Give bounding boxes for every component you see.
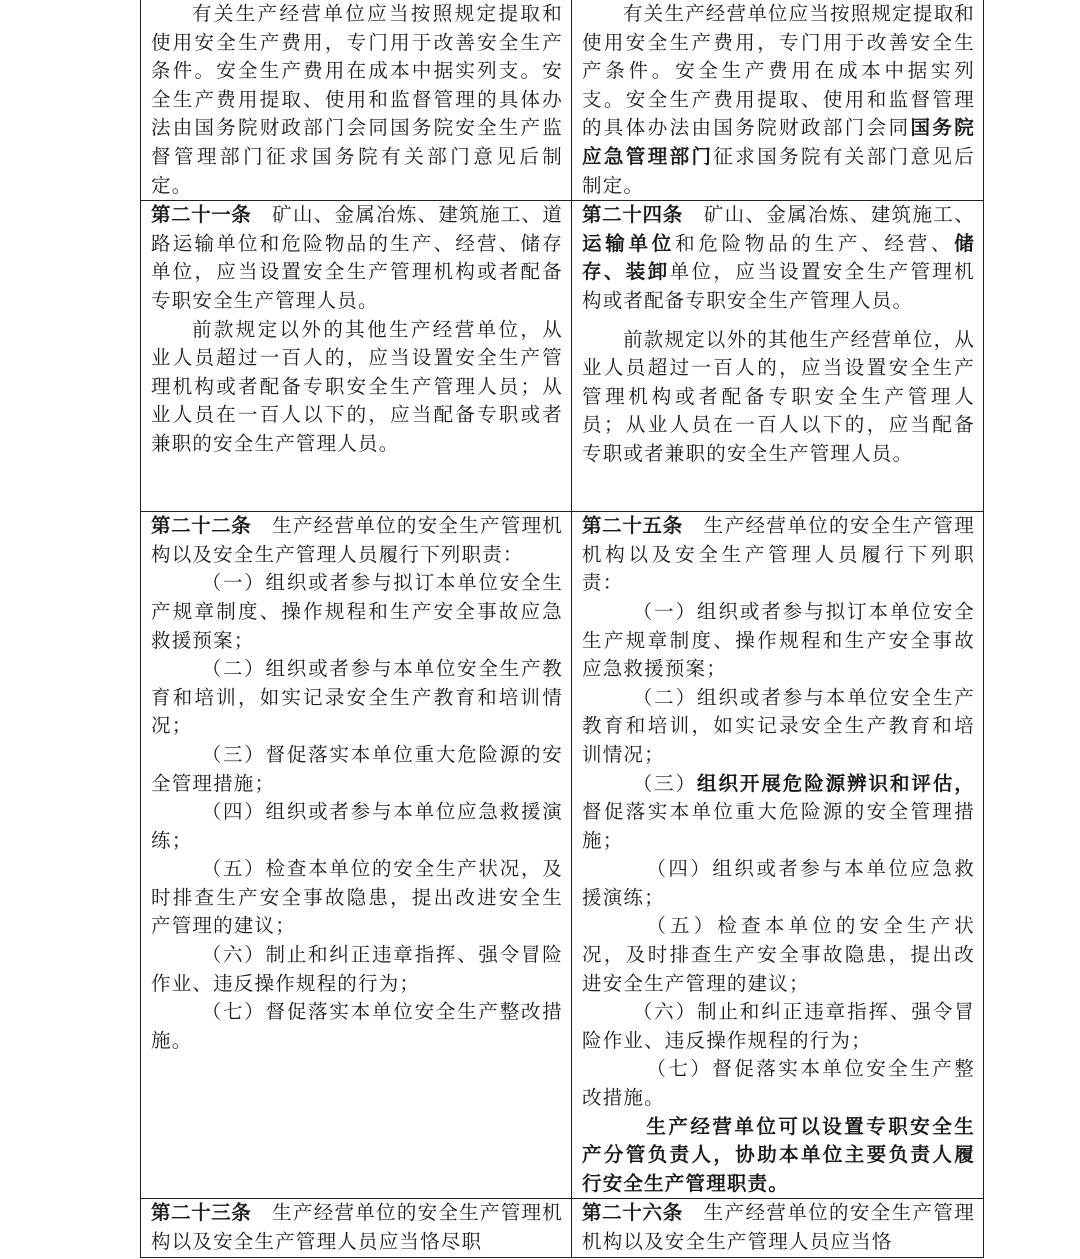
old-text-cell — [141, 0, 572, 201]
list-item: （一）组织或者参与拟订本单位安全生产规章制度、操作规程和生产安全事故应急救援预案； — [151, 571, 563, 652]
text-span: 矿山、金属冶炼、建筑施工、道路运输单位和危险物品的生产、经营、储存单位，应当设置安全生产管理机构或者配备专职安全生产管理人员。 — [151, 203, 563, 312]
article-number: 第二十二条 — [151, 514, 252, 538]
highlighted-change: 运输单位 — [582, 231, 676, 255]
old-text-cell — [141, 1199, 572, 1258]
list-item: （四）组织或者参与本单位应急救援演练； — [582, 857, 975, 909]
new-paragraph: 前款规定以外的其他生产经营单位，从业人员超过一百人的，应当设置安全生产管理机构或者配备专职安全生产管理人员；从业人员在一百人以下的，应当配备专职或者兼职的安全生产管理人员。 — [582, 327, 975, 465]
old-text-cell — [141, 512, 572, 1199]
table-row — [141, 512, 984, 1199]
new-text-cell — [572, 512, 984, 1199]
text-span: 征求国务院有关部门意见后制定。 — [582, 144, 976, 197]
old-paragraph — [151, 201, 563, 315]
old-paragraph: 有关生产经营单位应当按照规定提取和使用安全生产费用，专门用于改善安全生产条件。安全生产费用在成本中据实列支。安全生产费用提取、使用和监督管理的具体办法由国务院财政部门会同国务院安全生产监督管理部门征求国务院有关部门意见后制定。 — [151, 2, 563, 197]
text-span: 生产经营单位的安全生产管理机构以及安全生产管理人员履行下列职责： — [151, 514, 563, 566]
new-paragraph — [582, 201, 975, 315]
article-number: 第二十六条 — [582, 1201, 683, 1225]
list-item: （二）组织或者参与本单位安全生产教育和培训，如实记录安全生产教育和培训情况； — [151, 657, 563, 738]
list-item: （六）制止和纠正违章指挥、强令冒险作业、违反操作规程的行为； — [582, 1000, 975, 1052]
list-item — [582, 770, 975, 856]
table-row — [141, 1199, 984, 1258]
text-span: 生产经营单位的安全生产管理机构以及安全生产管理人员应当恪尽职 — [151, 1201, 563, 1253]
text-span: 督促落实本单位重大危险源的安全管理措施； — [582, 800, 975, 852]
new-paragraph — [582, 0, 975, 200]
text-span: 和危险物品的生产、经营、 — [675, 231, 955, 255]
text-span: 生产经营单位的安全生产管理机构以及安全生产管理人员履行下列职责： — [582, 514, 975, 595]
old-text-cell — [141, 201, 572, 512]
text-span: 有关生产经营单位应当按照规定提取和使用安全生产费用，专门用于改善安全生产条件。安全生产费用在成本中据实列支。安全生产费用提取、使用和监督管理的具体办法由国务院财政部门会同 — [582, 2, 975, 140]
article-number: 第二十四条 — [582, 203, 683, 227]
new-paragraph — [582, 1199, 975, 1256]
list-item: （七）督促落实本单位安全生产整改措施。 — [582, 1057, 975, 1110]
list-item: （一）组织或者参与拟订本单位安全生产规章制度、操作规程和生产安全事故应急救援预案； — [582, 599, 975, 681]
old-paragraph: 前款规定以外的其他生产经营单位，从业人员超过一百人的，应当设置安全生产管理机构或者配备专职安全生产管理人员；从业人员在一百人以下的，应当配备专职或者兼职的安全生产管理人员。 — [151, 317, 563, 455]
new-text-cell — [572, 0, 984, 201]
article-number: 第二十一条 — [151, 203, 252, 227]
list-item: （六）制止和纠正违章指挥、强令冒险作业、违反操作规程的行为； — [151, 943, 563, 995]
text-span: 矿山、金属冶炼、建筑施工、 — [682, 203, 975, 227]
added-paragraph — [582, 1113, 975, 1199]
article-number: 第二十三条 — [151, 1201, 252, 1225]
list-item: （五）检查本单位的安全生产状况，及时排查生产安全事故隐患，提出改进安全生产管理的建议； — [151, 857, 563, 938]
article-number: 第二十五条 — [582, 514, 683, 538]
highlighted-change: 组织开展危险源辨识和评估， — [697, 771, 975, 795]
table-row — [141, 0, 984, 201]
text-span: （三） — [632, 771, 698, 795]
table-row — [141, 201, 984, 512]
list-item: （四）组织或者参与本单位应急救援演练； — [151, 800, 563, 852]
list-item: （三）督促落实本单位重大危险源的安全管理措施； — [151, 742, 563, 795]
new-text-cell — [572, 201, 984, 512]
comparison-table — [140, 0, 984, 1258]
new-text-cell — [572, 1199, 984, 1258]
list-item: （七）督促落实本单位安全生产整改措施。 — [151, 1000, 563, 1052]
old-paragraph — [151, 512, 563, 569]
highlighted-change: 国务院应急管理部门 — [582, 116, 975, 168]
old-paragraph — [151, 1199, 563, 1256]
list-item: （五）检查本单位的安全生产状况，及时排查生产安全事故隐患，提出改进安全生产管理的建议； — [582, 914, 975, 995]
text-span: 生产经营单位的安全生产管理机构以及安全生产管理人员应当恪 — [582, 1201, 975, 1253]
highlighted-change: 生产经营单位可以设置专职安全生产分管负责人，协助本单位主要负责人履行安全生产管理职责。 — [582, 1114, 975, 1195]
highlighted-change: 储存、装卸 — [582, 231, 975, 284]
list-item: （二）组织或者参与本单位安全生产教育和培训，如实记录安全生产教育和培训情况； — [582, 685, 975, 766]
new-paragraph — [582, 512, 975, 598]
text-span: 单位，应当设置安全生产管理机构或者配备专职安全生产管理人员。 — [582, 260, 975, 312]
